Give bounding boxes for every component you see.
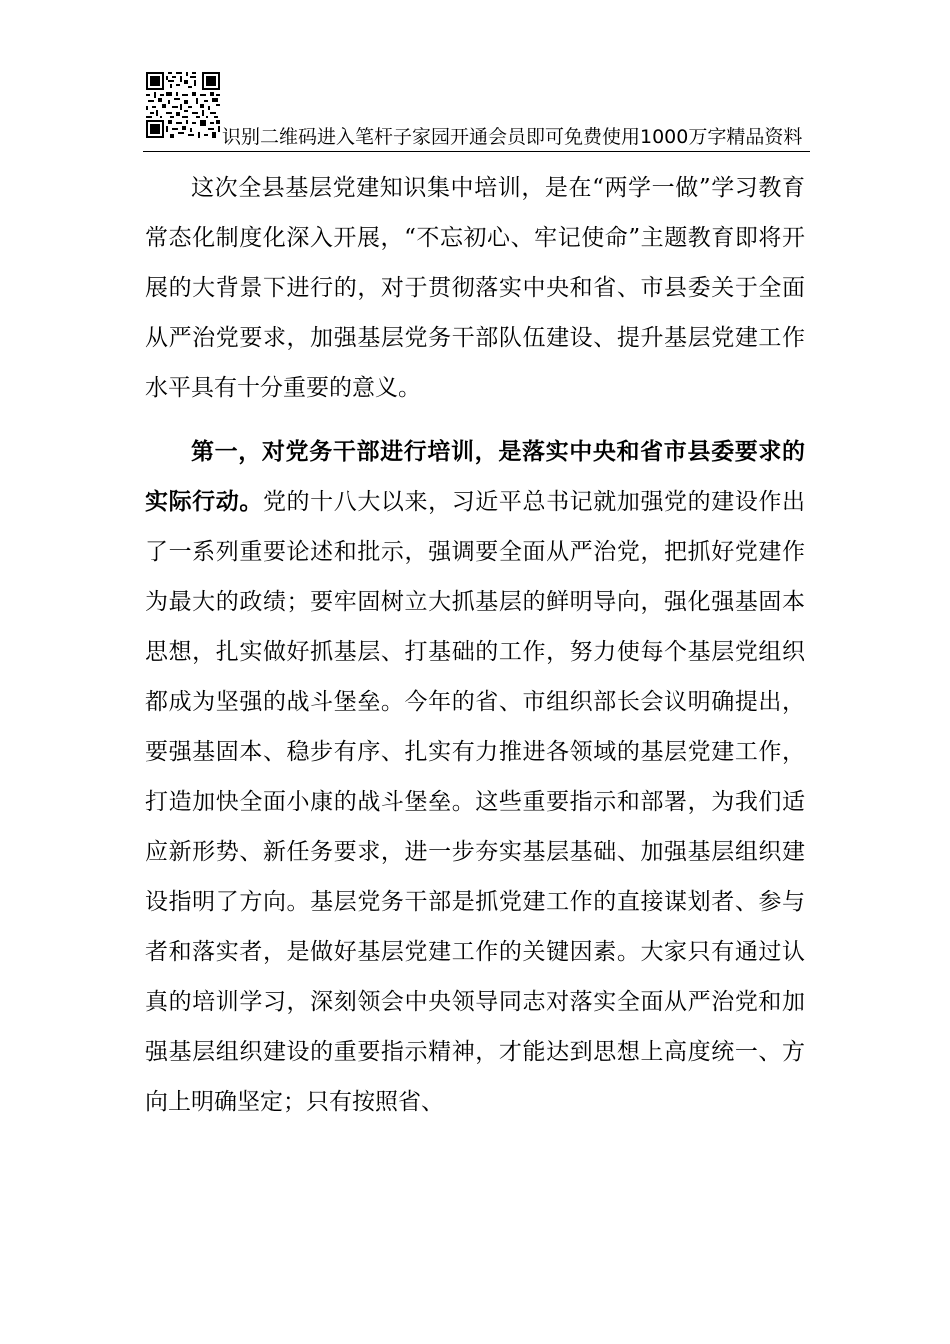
header-divider [143,151,810,152]
paragraph-heading: 第一，对党务干部进行培训，是落实中央和省市县委要求的实际行动。 [145,438,805,515]
paragraph-first-point [145,427,805,1127]
paragraph-intro: 这次全县基层党建知识集中培训，是在“两学一做”学习教育常态化制度化深入开展，“不忘初心、牢记使命”主题教育即将开展的大背景下进行的，对于贯彻落实中央和省、市县委关于全面从严治党要求，加强基层党务干部队伍建设、提升基层党建工作水平具有十分重要的意义。 [145,175,805,401]
qr-code-icon[interactable] [146,72,220,138]
header-promo-text: 识别二维码进入笔杆子家园开通会员即可免费使用1000万字精品资料 [222,126,803,148]
paragraph-body: 党的十八大以来，习近平总书记就加强党的建设作出了一系列重要论述和批示，强调要全面从严治党，把抓好党建作为最大的政绩；要牢固树立大抓基层的鲜明导向，强化强基固本思想，扎实做好抓基层、打基础的工作，努力使每个基层党组织都成为坚强的战斗堡垒。今年的省、市组织部长会议明确提出，要强基固本、稳步有序、扎实有力推进各领域的基层党建工作，打造加快全面小康的战斗堡垒。这些重要指示和部署，为我们适应新形势、新任务要求，进一步夯实基层基础、加强基层组织建设指明了方向。基层党务干部是抓党建工作的直接谋划者、参与者和落实者，是做好基层党建工作的关键因素。大家只有通过认真的培训学习，深刻领会中央领导同志对落实全面从严治党和加强基层组织建设的重要指示精神，才能达到思想上高度统一、方向上明确坚定；只有按照省、 [145,489,806,1115]
document-body [145,163,805,1127]
